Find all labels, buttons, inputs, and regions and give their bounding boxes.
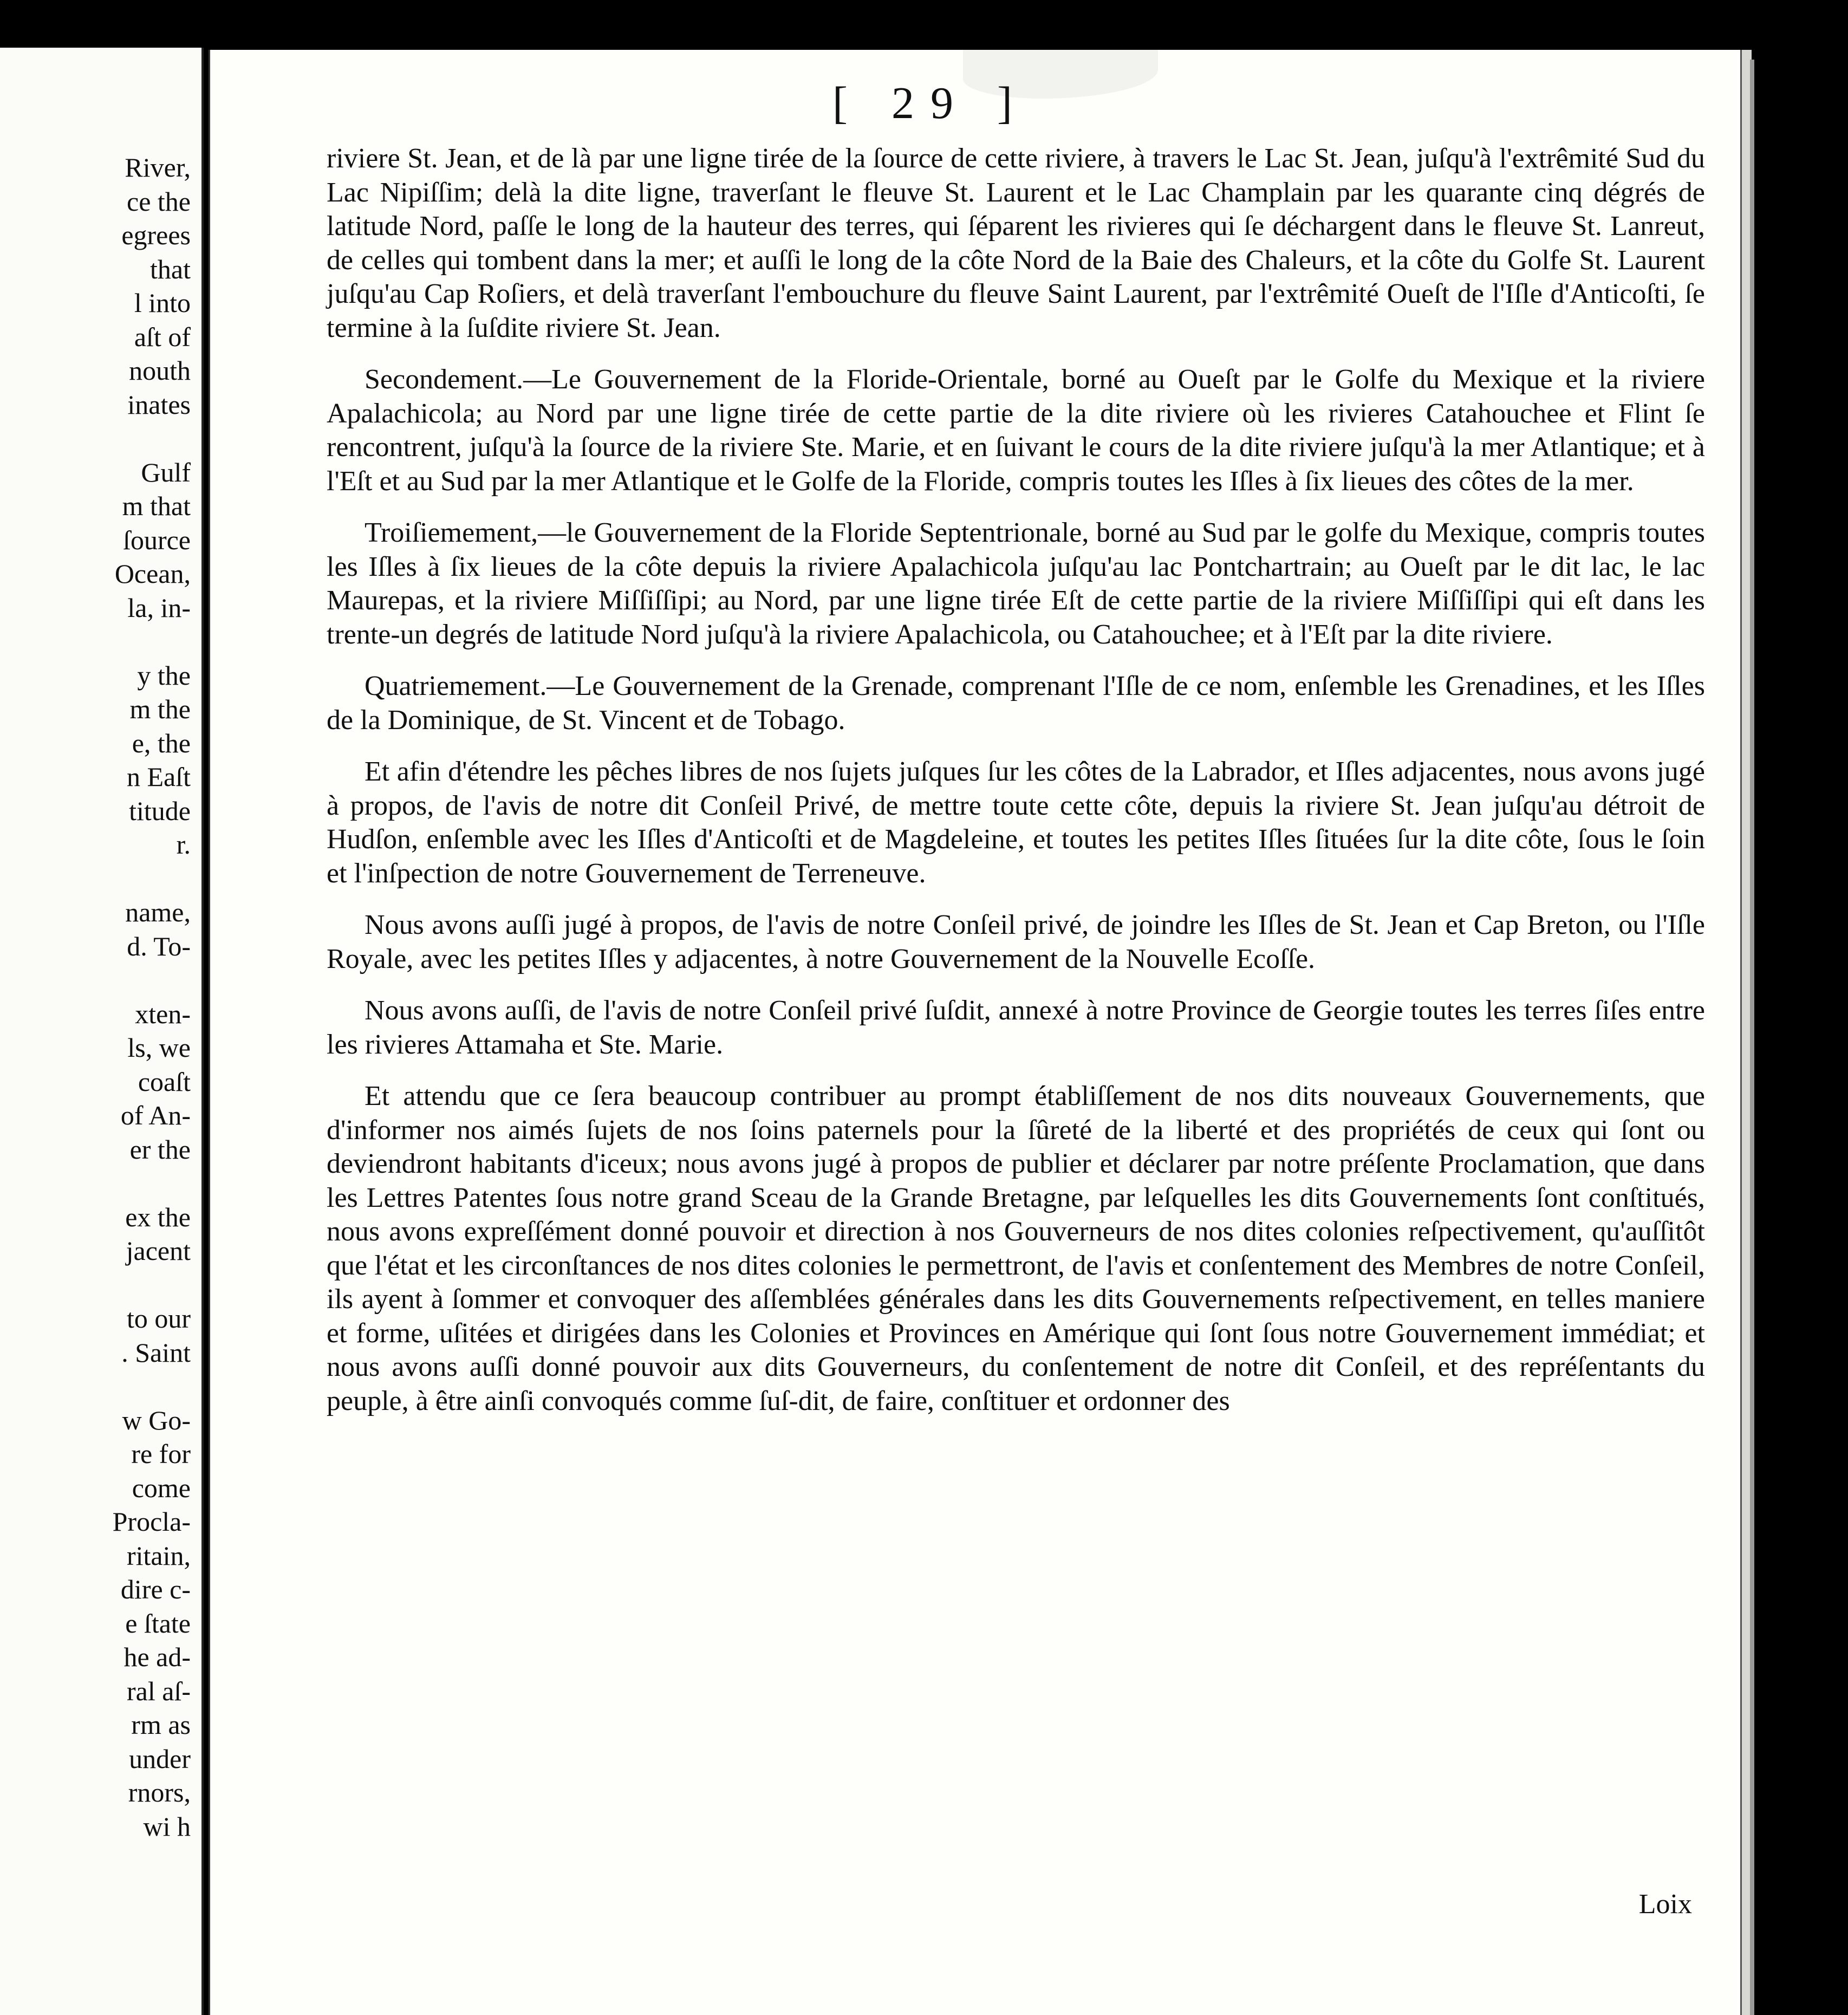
facing-page-fragment: m the xyxy=(129,694,191,724)
facing-page-fragment: ſource xyxy=(123,524,191,555)
paragraph-georgie: Nous avons auſſi, de l'avis de notre Conſeil privé ſuſdit, annexé à notre Province de Georgie toutes les terres ſiſes entre les rivieres Attamaha et Ste. Marie. xyxy=(327,995,1705,1060)
facing-page-fragment: that xyxy=(150,253,191,284)
paragraph-cap-breton: Nous avons auſſi jugé à propos, de l'avis de notre Conſeil privé, de joindre les Iſles de St. Jean et Cap Breton, ou l'Iſle Royale, avec les petites Iſles y adjacentes, à notre Gouvernement de la Nouvelle Ecoſſe. xyxy=(327,909,1705,974)
facing-page-fragment: rm as xyxy=(131,1709,191,1740)
facing-page-fragment: rnors, xyxy=(128,1777,191,1808)
document-page xyxy=(209,50,1742,2015)
facing-page-fragment: he ad- xyxy=(123,1642,191,1672)
catchword: Loix xyxy=(1638,1889,1692,1920)
facing-page-fragment: . Saint xyxy=(121,1337,191,1368)
facing-page-fragment: of An- xyxy=(120,1100,191,1130)
facing-page-fragment: ral aſ- xyxy=(127,1675,191,1706)
facing-page-fragment: w Go- xyxy=(122,1405,191,1435)
facing-page-fragment: r. xyxy=(176,829,191,860)
facing-page-fragment: d. To- xyxy=(127,931,191,961)
facing-page-fragment: m that xyxy=(122,491,191,521)
facing-page-fragment: Ocean, xyxy=(114,558,191,589)
paragraph-troisiemement: Troiſiemement,—le Gouvernement de la Floride Septentrionale, borné au Sud par le golfe du Mexique, compris toutes les Iſles à ſix lieues de la côte depuis la riviere Apalachicola juſqu'au lac Pontchartrain; au Oueſt par le dit lac, le lac Maurepas, et la riviere Miſſiſſipi; au Nord, par une ligne tirée Eſt de cette partie de la riviere Miſſiſſipi qui eſt dans les trente-un degrés de latitude Nord juſqu'à la riviere Apalachicola, ou Catahouchee; et à l'Eſt par la dite riviere. xyxy=(327,517,1705,650)
facing-page-fragment: under xyxy=(129,1743,191,1774)
facing-page-fragment: to our xyxy=(126,1303,191,1334)
facing-page-fragment: Gulf xyxy=(141,457,191,487)
paragraph-peches: Et afin d'étendre les pêches libres de nos ſujets juſques ſur les côtes de la Labrador, et Iſles adjacentes, nous avons jugé à propos, de l'avis de notre dit Conſeil Privé, de mettre toute cette côte, depuis la riviere St. Jean juſqu'au détroit de Hudſon, enſemble avec les Iſles d'Anticoſti et de Magdeleine, et toutes les petites Iſles ſituées ſur la dite côte, ſous le ſoin et l'inſpection de notre Gouvernement de Terreneuve. xyxy=(327,756,1705,889)
facing-page-fragment: nouth xyxy=(129,355,191,386)
facing-page-fragment: Procla- xyxy=(112,1506,191,1537)
facing-page-fragment: l into xyxy=(134,288,191,318)
facing-page-fragment: aſt of xyxy=(134,321,191,352)
facing-page-fragment: ritain, xyxy=(126,1540,191,1571)
facing-page-fragment: jacent xyxy=(126,1236,191,1266)
paragraph-quatriemement: Quatriemement.—Le Gouvernement de la Grenade, comprenant l'Iſle de ce nom, enſemble les Grenadines, et les Iſles de la Dominique, de St. Vincent et de Tobago. xyxy=(327,671,1705,736)
page-number: [ 29 ] xyxy=(832,78,1029,128)
paragraph-secondement: Secondement.—Le Gouvernement de la Floride-Orientale, borné au Oueſt par le Golfe du Mexique et la riviere Apalachicola; au Nord par une ligne tirée de cette partie de la dite riviere où les rivieres Catahouchee et Flint ſe rencontrent, juſqu'à la ſource de la riviere Ste. Marie, et en ſuivant le cours de la dite riviere juſqu'à la mer Atlantique; et à l'Eſt et au Sud par la mer Atlantique et le Golfe de la Floride, compris toutes les Iſles à ſix lieues des côtes de la mer. xyxy=(327,364,1705,497)
facing-page-fragment: coaſt xyxy=(138,1066,191,1097)
facing-page-fragment: e ſtate xyxy=(125,1608,191,1639)
facing-page-fragment: ce the xyxy=(127,186,191,217)
facing-page-fragment: er the xyxy=(129,1134,191,1165)
facing-page-fragment: y the xyxy=(137,660,191,691)
facing-page-fragment: come xyxy=(132,1472,191,1503)
facing-page-fragment: dire c- xyxy=(120,1574,191,1604)
facing-page-fragment: la, in- xyxy=(127,592,191,623)
facing-page-fragment: n Eaſt xyxy=(126,762,191,792)
facing-page-fragment: egrees xyxy=(121,220,191,250)
facing-page-fragment: e, the xyxy=(132,727,191,758)
facing-page-left xyxy=(0,48,204,2015)
page-edge-shadow xyxy=(1750,60,1754,2015)
facing-page-fragment: inates xyxy=(127,389,191,420)
facing-page-fragment: name, xyxy=(125,897,191,927)
facing-page-fragment: wi h xyxy=(143,1811,191,1842)
paragraph-continuation: riviere St. Jean, et de là par une ligne tirée de la ſource de cette riviere, à travers le Lac St. Jean, juſqu'à l'extrêmité Sud du Lac Nipiſſim; delà la dite ligne, traverſant le fleuve St. Laurent et le Lac Champlain par les quarante cinq dégrés de latitude Nord, paſſe le long de la hauteur des terres, qui ſéparent les rivieres qui ſe déchargent dans le fleuve St. Lanreut, de celles qui tombent dans la mer; et auſſi le long de la côte Nord de la Baie des Chaleurs, et la côte du Golfe St. Laurent juſqu'au Cap Roſiers, et delà traverſant l'embouchure du fleuve Saint Laurent, par l'extrêmité Oueſt de l'Iſle d'Anticoſti, ſe termine à la ſuſdite riviere St. Jean. xyxy=(327,143,1705,343)
facing-page-fragment: River, xyxy=(125,152,191,183)
facing-page-fragment: re for xyxy=(131,1439,191,1469)
facing-page-fragment: xten- xyxy=(135,998,191,1029)
facing-page-fragment: ex the xyxy=(125,1201,191,1232)
paragraph-assemblees: Et attendu que ce ſera beaucoup contribuer au prompt établiſſement de nos dits nouveaux Gouvernements, que d'informer nos aimés ſujets de nos ſoins paternels pour la ſûreté de la liberté et des propriétés de ceux qui ſont ou deviendront habitants d'iceux; nous avons jugé à propos de publier et déclarer par notre préſente Proclamation, que dans les Lettres Patentes ſous notre grand Sceau de la Grande Bretagne, par leſquelles les dits Gouvernements ſont conſtitués, nous avons expreſſément donné pouvoir et direction à nos Gouverneurs de nos dites colonies reſpectivement, qu'auſſitôt que l'état et les circonſtances de nos dites colonies le permettront, de l'avis et conſentement des Membres de notre Conſeil, ils ayent à ſommer et convoquer des aſſemblées générales dans les dits Gouvernements reſpectivement, en telles maniere et forme, uſitées et dirigées dans les Colonies et Provinces en Amérique qui ſont ſous notre Gouvernement immédiat; et nous avons auſſi donné pouvoir aux dits Gouverneurs, du conſentement de notre dit Conſeil, et des repréſentants du peuple, à être ainſi convoqués comme ſuſ-dit, de faire, conſtituer et ordonner des xyxy=(327,1081,1705,1416)
facing-page-fragment: titude xyxy=(129,795,191,826)
facing-page-fragment: ls, we xyxy=(127,1032,191,1063)
body-text xyxy=(327,142,1705,1436)
